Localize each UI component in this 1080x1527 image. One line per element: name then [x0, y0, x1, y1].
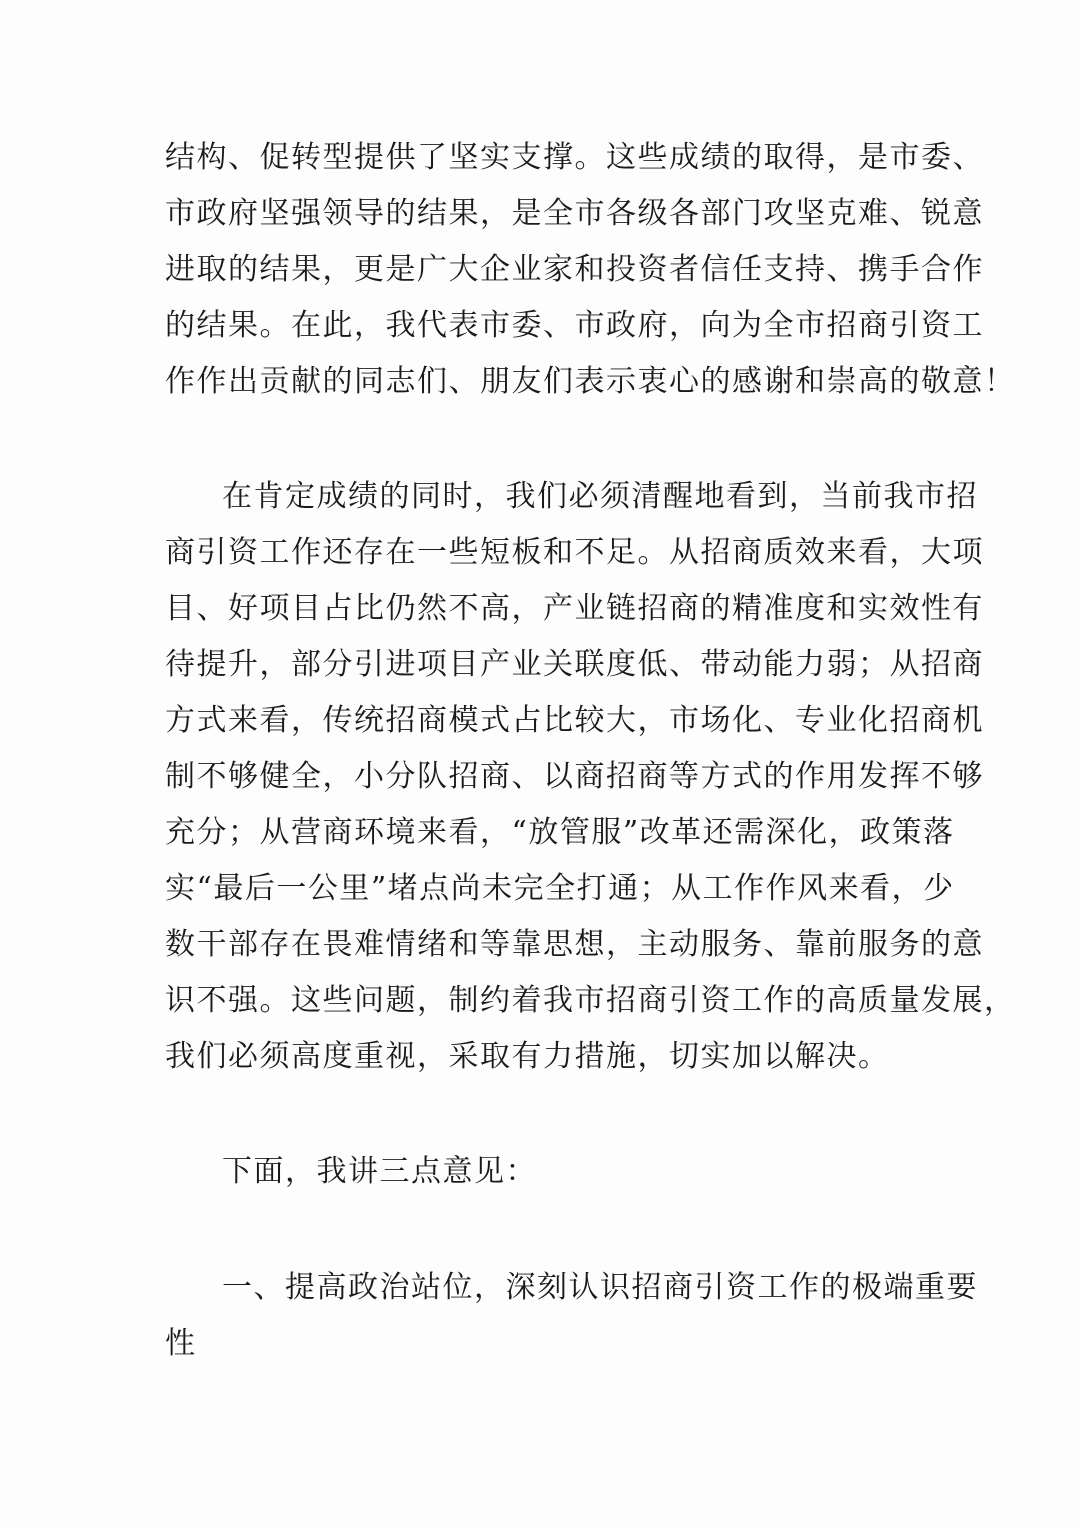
text-line: 我们必须高度重视，采取有力措施，切实加以解决。 [165, 1039, 890, 1074]
text-line: 作作出贡献的同志们、朋友们表示衷心的感谢和崇高的敬意！ [165, 364, 1016, 399]
text-line: 实“最后一公里”堵点尚未完全打通；从工作作风来看，少 [165, 871, 955, 906]
text-line: 识不强。这些问题，制约着我市招商引资工作的高质量发展， [165, 983, 1016, 1018]
text-line: 进取的结果，更是广大企业家和投资者信任支持、携手合作 [165, 252, 984, 287]
text-line: 结构、促转型提供了坚实支撑。这些成绩的取得，是市委、 [165, 140, 984, 175]
text-line: 方式来看，传统招商模式占比较大，市场化、专业化招商机 [165, 703, 984, 738]
text-line: 在肯定成绩的同时，我们必须清醒地看到，当前我市招 [222, 479, 978, 514]
text-line: 市政府坚强领导的结果，是全市各级各部门攻坚克难、锐意 [165, 196, 984, 231]
text-line: 下面，我讲三点意见： [222, 1154, 537, 1189]
text-line: 待提升，部分引进项目产业关联度低、带动能力弱；从招商 [165, 647, 984, 682]
text-line: 充分；从营商环境来看，“放管服”改革还需深化，政策落 [165, 815, 955, 850]
text-line: 制不够健全，小分队招商、以商招商等方式的作用发挥不够 [165, 759, 984, 794]
text-line: 的结果。在此，我代表市委、市政府，向为全市招商引资工 [165, 308, 984, 343]
text-line: 商引资工作还存在一些短板和不足。从招商质效来看，大项 [165, 535, 984, 570]
text-line: 目、好项目占比仍然不高，产业链招商的精准度和实效性有 [165, 591, 984, 626]
heading-line: 一、提高政治站位，深刻认识招商引资工作的极端重要 [222, 1270, 978, 1305]
heading-line: 性 [165, 1326, 197, 1361]
text-line: 数干部存在畏难情绪和等靠思想，主动服务、靠前服务的意 [165, 927, 984, 962]
